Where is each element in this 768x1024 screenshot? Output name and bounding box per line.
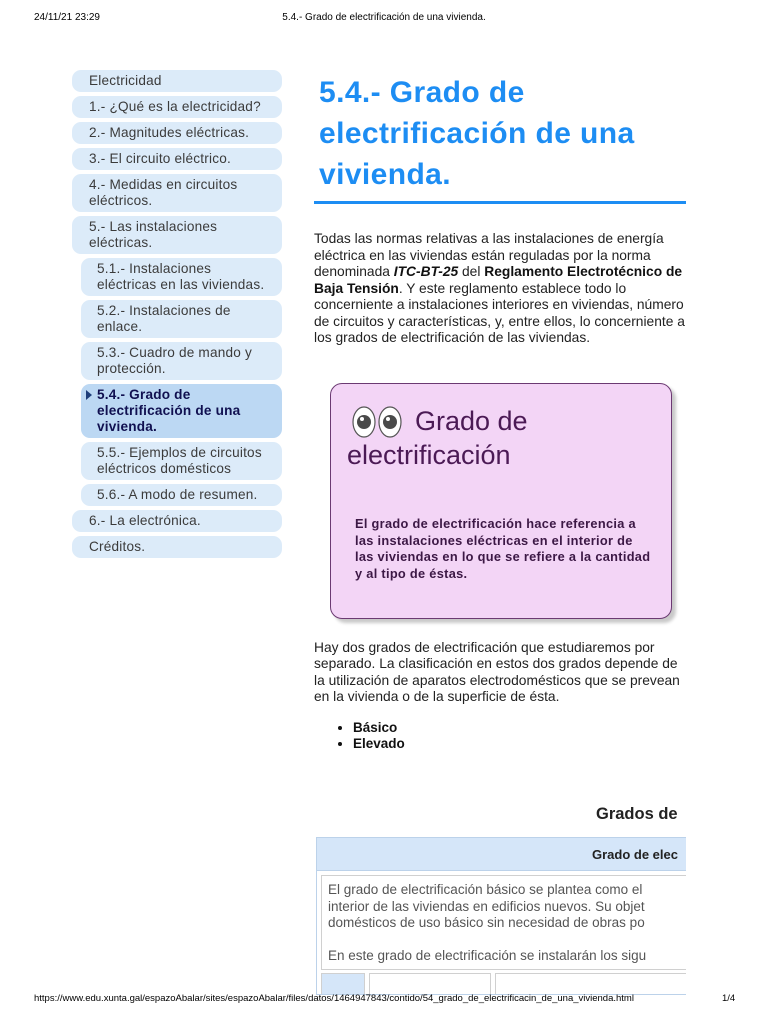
main-content	[314, 72, 686, 753]
table-row	[321, 973, 686, 995]
table-header-label: Grado de elec	[592, 847, 678, 862]
norm-code: ITC-BT-25	[393, 264, 459, 279]
nav-item-medidas-en-circuitos[interactable]: 4.- Medidas en circuitos eléctricos.	[72, 174, 282, 212]
nav-item-label: 5.4.- Grado de electrificación de una vivienda.	[97, 387, 241, 434]
list-item: • Básico	[353, 720, 686, 737]
print-title: 5.4.- Grado de electrificación de una vivienda.	[282, 12, 486, 23]
intro-text-3: . Y este reglamento establece todo lo concerniente a instalaciones interiores en viviendas, número de circuitos y características, y, entre ellos, lo concerniente a los grados de electrificación de las viviendas.	[314, 280, 685, 345]
intro-paragraph	[314, 231, 686, 347]
list-item: • Elevado	[353, 736, 686, 753]
nav-item-instalaciones-viviendas[interactable]: 5.1.- Instalaciones eléctricas en las viviendas.	[81, 258, 282, 296]
table-text-line: domésticos de uso básico sin necesidad de obras po	[328, 915, 645, 930]
table-cell	[495, 973, 686, 995]
table-header	[317, 838, 686, 871]
regulation-name: Reglamento Electrotécnico de Baja Tensión	[314, 264, 683, 296]
nav-item-a-modo-de-resumen[interactable]: 5.6.- A modo de resumen.	[81, 484, 282, 506]
nav-item-grado-electrificacion-active[interactable]	[81, 384, 282, 438]
page-title: 5.4.- Grado de electrificación de una vivienda.	[319, 76, 635, 191]
nav-item-magnitudes-electricas[interactable]: 2.- Magnitudes eléctricas.	[72, 122, 282, 144]
current-page-arrow-icon	[86, 390, 92, 400]
print-header	[0, 0, 768, 30]
table-text-line: En este grado de electrificación se instalarán los sigu	[328, 947, 647, 963]
nav-item-electricidad[interactable]: Electricidad	[72, 70, 282, 92]
nav-item-que-es-la-electricidad[interactable]: 1.- ¿Qué es la electricidad?	[72, 96, 282, 118]
nav-item-circuito-electrico[interactable]: 3.- El circuito eléctrico.	[72, 148, 282, 170]
nav-item-la-electronica[interactable]: 6.- La electrónica.	[72, 510, 282, 532]
callout-definition: El grado de electrificación hace referencia a las instalaciones eléctricas en el interior de las viviendas en lo que se refiere a la cantidad y al tipo de éstas.	[355, 516, 651, 581]
nav-item-instalaciones-electricas[interactable]: 5.- Las instalaciones eléctricas.	[72, 216, 282, 254]
callout-heading: Grado de electrificación	[347, 405, 528, 470]
table-cell	[321, 973, 365, 995]
title-divider	[314, 201, 686, 204]
table-text-line: El grado de electrificación básico se plantea como el	[328, 882, 643, 897]
sidebar-nav	[72, 70, 282, 562]
print-date: 24/11/21 23:29	[34, 12, 100, 23]
definition-callout	[330, 383, 672, 619]
section-heading: Grados de	[596, 805, 678, 823]
nav-item-creditos[interactable]: Créditos.	[72, 536, 282, 558]
print-footer	[0, 993, 768, 1009]
grades-table	[316, 837, 686, 995]
grades-list	[314, 720, 686, 753]
table-cell	[369, 973, 491, 995]
nav-item-cuadro-de-mando[interactable]: 5.3.- Cuadro de mando y protección.	[81, 342, 282, 380]
nav-item-instalaciones-enlace[interactable]: 5.2.- Instalaciones de enlace.	[81, 300, 282, 338]
table-text-line: interior de las viviendas en edificios nuevos. Su objet	[328, 898, 645, 914]
print-url: https://www.edu.xunta.gal/espazoAbalar/sites/espazoAbalar/files/datos/1464947843/contido/54_grado_de_electrificacin_de_una_vivienda.html	[34, 993, 634, 1004]
grades-paragraph: Hay dos grados de electrificación que estudiaremos por separado. La clasificación en estos dos grados depende de la utilización de aparatos electrodomésticos que se prevean en la vivienda o de la superficie de ésta.	[314, 639, 680, 704]
page-counter: 1/4	[722, 993, 736, 1004]
nav-item-ejemplos-circuitos[interactable]: 5.5.- Ejemplos de circuitos eléctricos domésticos	[81, 442, 282, 480]
table-cell-description	[321, 875, 686, 970]
intro-text-2: del	[458, 264, 485, 279]
intro-text-1: Todas las normas relativas a las instalaciones de energía eléctrica en las viviendas están reguladas por la norma denominada	[314, 231, 664, 279]
